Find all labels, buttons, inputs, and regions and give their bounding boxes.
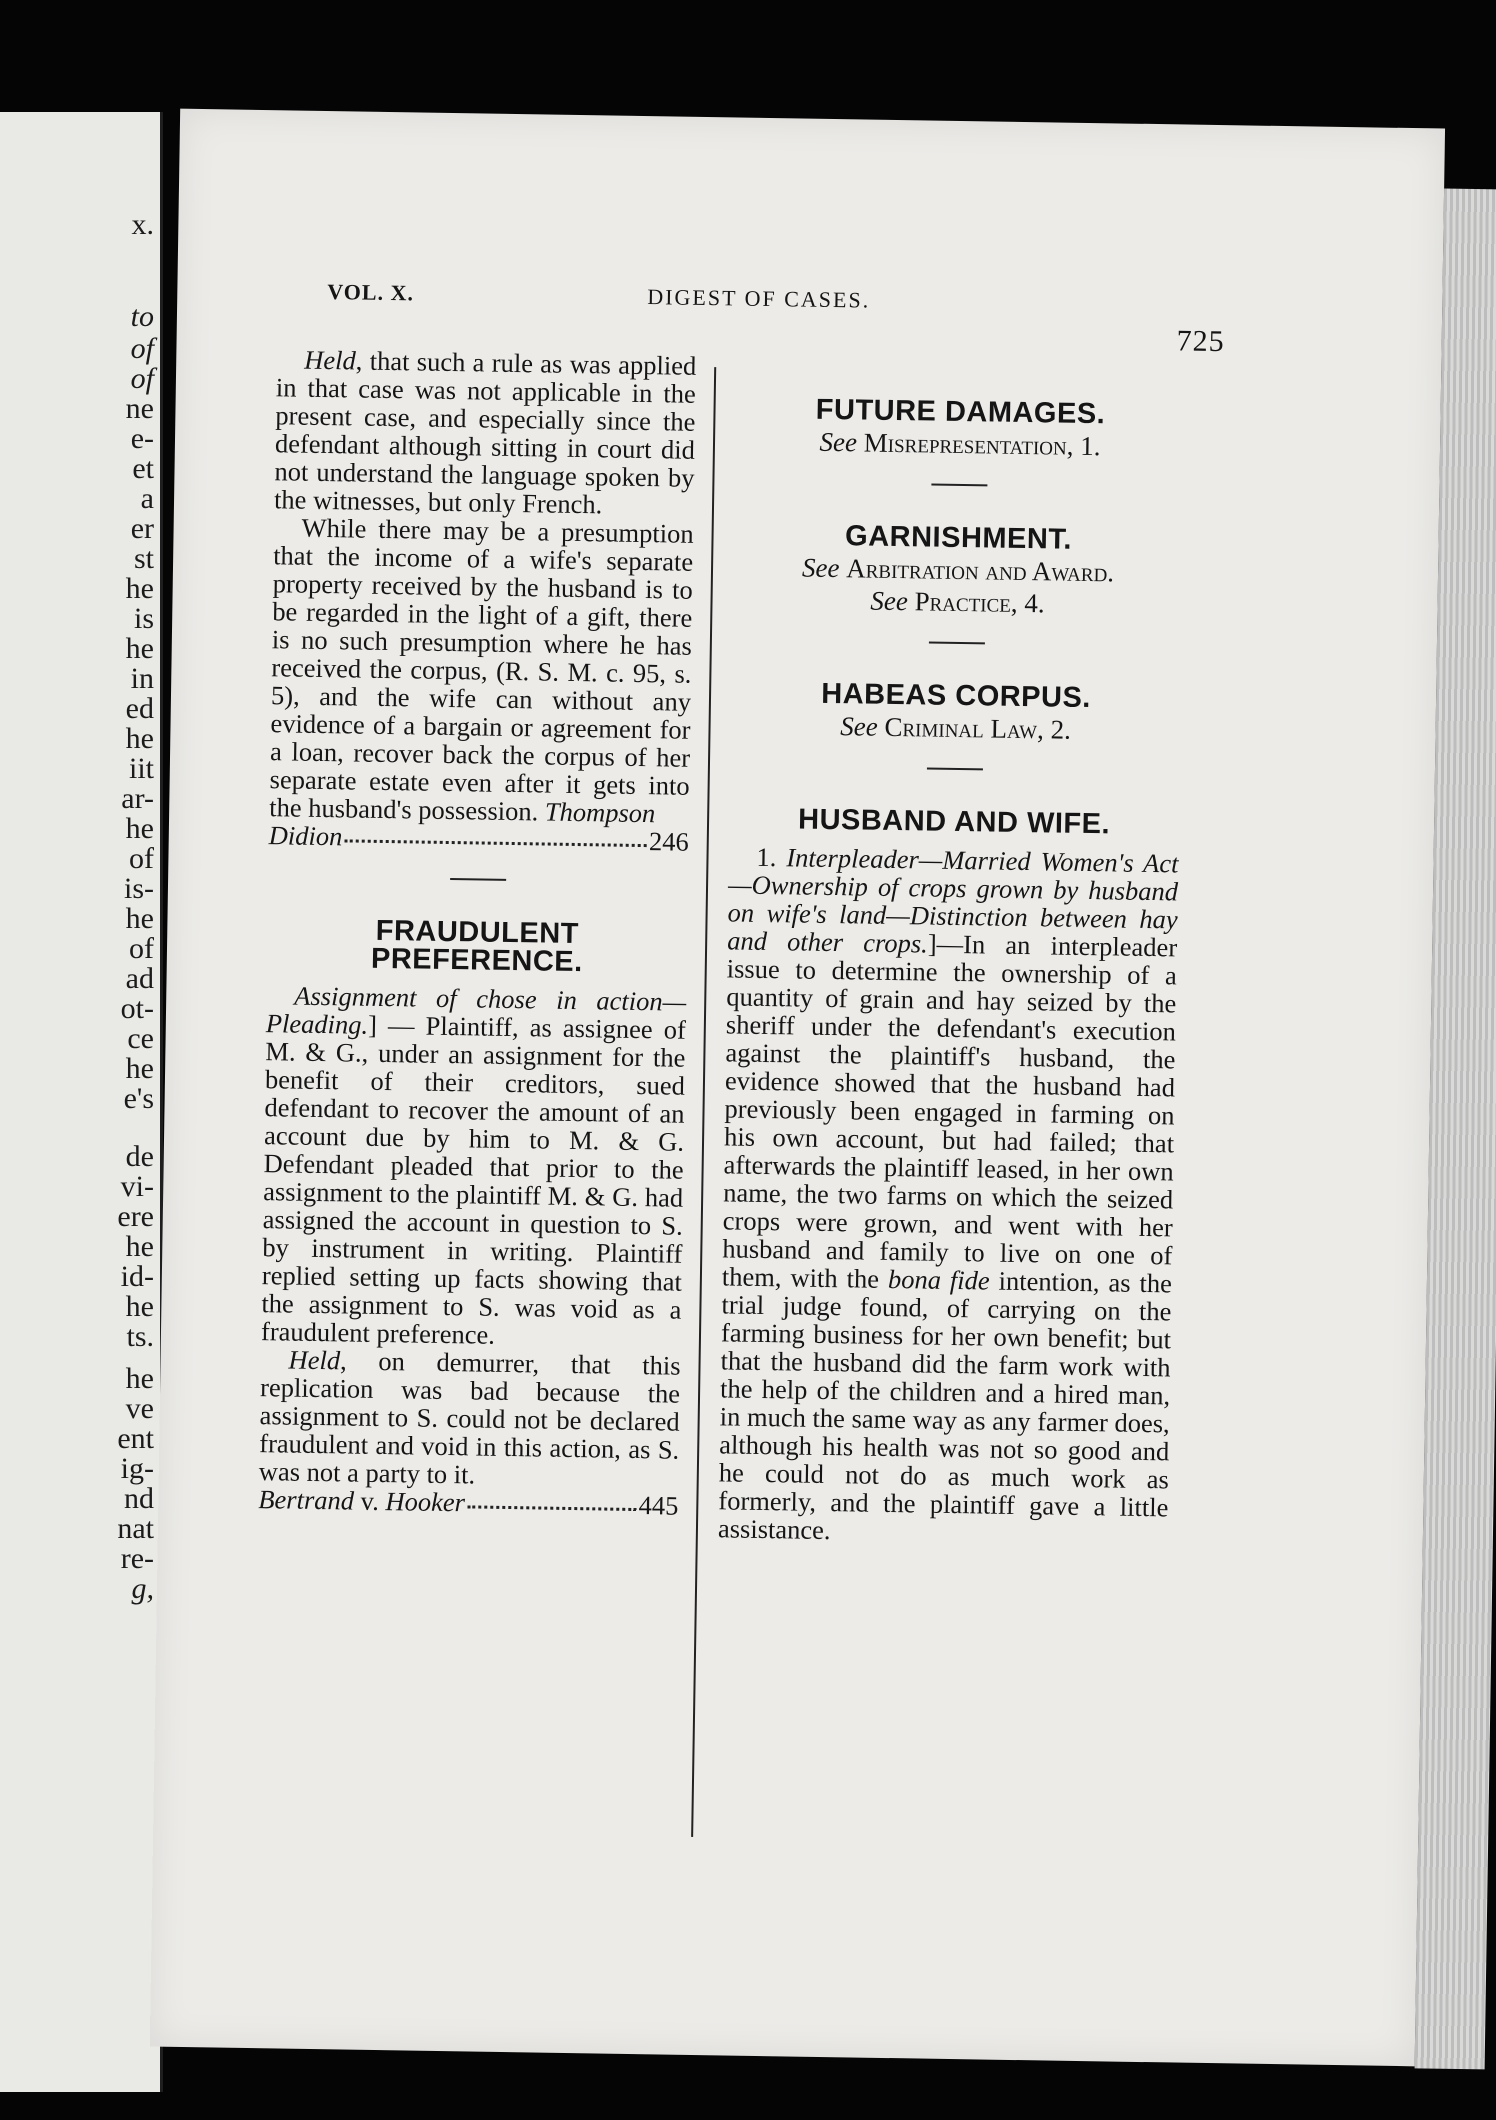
cross-reference bbox=[735, 426, 1185, 461]
versus: v. bbox=[353, 1485, 386, 1517]
left-page-fragment: of bbox=[129, 842, 154, 875]
left-page-fragment: ere bbox=[117, 1200, 154, 1233]
leader-dots bbox=[344, 822, 647, 847]
paragraph-text: , on demurrer, that this replication was bad because the assignment to S. could not be declared fraudulent and void in this action, as S. was not a party to it. bbox=[258, 1345, 681, 1490]
left-page-fragment: he bbox=[125, 902, 154, 935]
italic-held: Held bbox=[304, 344, 357, 376]
topic-italic: Interpleader—Married Women's Act—Ownership of crops grown by husband on wife's land—Distinction between hay and other crops. bbox=[726, 842, 1179, 959]
see-label: See bbox=[870, 585, 909, 617]
left-page-fragment: st bbox=[133, 542, 154, 575]
paragraph bbox=[261, 981, 687, 1352]
case-page: 445 bbox=[638, 1490, 679, 1521]
left-page-fragment: he bbox=[125, 1362, 154, 1395]
left-page-fragment: ig- bbox=[120, 1452, 154, 1485]
left-page-fragment: e's bbox=[123, 1082, 154, 1115]
paragraph bbox=[718, 842, 1179, 1549]
paragraph-text: intention, as the trial judge found, of carrying on the farming business for her own benefit; but that the husband did the farm work with the help of the children and a hired man, in much the same way as any farmer does, although his health was not so good and he could not do as much work as formerly, and the plaintiff gave a little assistance. bbox=[717, 1265, 1173, 1546]
see-label: See bbox=[840, 711, 878, 742]
left-page-fragment: of bbox=[130, 332, 154, 365]
left-page-fragment: iit bbox=[128, 752, 154, 785]
left-page-fragment: ot- bbox=[120, 992, 154, 1025]
left-page-fragment: he bbox=[125, 572, 154, 605]
paragraph bbox=[274, 345, 697, 520]
left-page-fragment: is bbox=[133, 602, 154, 635]
left-page-fragment: he bbox=[125, 1290, 154, 1323]
left-page-fragment: he bbox=[125, 1052, 154, 1085]
left-page-fragment: ne bbox=[125, 392, 154, 425]
column-rule bbox=[691, 367, 716, 1837]
case-name: Didion bbox=[268, 820, 343, 852]
paragraph-text: , that such a rule as was applied in that case was not applicable in the present case, and especially since the defendant although sitting in court did not understand the language spoken by the witnesses, but only French. bbox=[273, 345, 697, 520]
previous-page-edge bbox=[0, 112, 163, 2092]
left-page-fragment: ar- bbox=[121, 782, 154, 815]
case-name: Bertrand bbox=[258, 1484, 355, 1516]
left-page-fragment: id- bbox=[120, 1260, 154, 1293]
left-page-fragment: ce bbox=[127, 1022, 154, 1055]
section-divider bbox=[927, 767, 983, 770]
see-label: See bbox=[819, 426, 858, 458]
left-page-fragment: vi- bbox=[120, 1170, 154, 1203]
left-page-fragment: ts. bbox=[126, 1320, 154, 1353]
reference-target: Practice, 4. bbox=[914, 586, 1045, 619]
section-divider bbox=[931, 484, 987, 487]
running-title: DIGEST OF CASES. bbox=[647, 284, 871, 313]
left-page-fragment: nd bbox=[124, 1482, 154, 1515]
heading-husband-and-wife: HUSBAND AND WIFE. bbox=[797, 803, 1111, 841]
reference-target: Arbitration and Award. bbox=[846, 553, 1115, 588]
citation-line bbox=[269, 821, 689, 856]
paragraph-text: ]—In an interpleader issue to determine the ownership of a quantity of grain and hay seized by the sheriff under the defendant's execution against the plaintiff's husband, the evidence showed that the husband had previously been engaged in farming on his own account, but had failed; that afterwards the plaintiff leased, in her own name, the two farms on which the seized crops were grown, and went with her husband and family to live on one of them, with the bbox=[721, 928, 1178, 1294]
left-page-fragment: a bbox=[140, 482, 154, 515]
left-page-fragment: x. bbox=[131, 208, 154, 241]
cross-reference bbox=[730, 710, 1180, 745]
left-page-fragment: ent bbox=[117, 1422, 154, 1455]
left-page-fragment: of bbox=[129, 932, 154, 965]
volume-label: VOL. X. bbox=[327, 279, 415, 306]
left-page-fragment: of bbox=[130, 362, 154, 395]
cross-reference bbox=[732, 584, 1182, 619]
section-divider bbox=[929, 642, 985, 645]
paragraph-text: While there may be a presumption that the income of a wife's separate property received by the husband is to be regarded in the light of a gift, there is no such presumption where he has received the corpus, (R. S. M. c. 95, s. 5), and the wife can without any evidence of a bargain or agreement for a loan, recover back the corpus of her separate estate even after it gets into the husband's possession. bbox=[269, 512, 694, 827]
see-label: See bbox=[801, 552, 840, 584]
left-page-fragment: ad bbox=[125, 962, 154, 995]
left-page-fragment: he bbox=[125, 722, 154, 755]
page-number: 725 bbox=[1176, 324, 1225, 359]
italic-held: Held bbox=[288, 1344, 341, 1376]
left-page-fragment: he bbox=[125, 632, 154, 665]
paragraph bbox=[269, 513, 694, 828]
topic-italic: Assignment of chose in action—Pleading. bbox=[265, 980, 687, 1040]
left-page-fragment: is- bbox=[124, 872, 154, 905]
reference-target: Criminal Law, 2. bbox=[884, 711, 1072, 745]
left-page-fragment: in bbox=[130, 662, 154, 695]
right-column bbox=[718, 352, 1187, 1549]
left-page-fragment: to bbox=[130, 300, 154, 333]
left-page-fragment: nat bbox=[117, 1512, 154, 1545]
citation-line bbox=[258, 1485, 678, 1520]
case-name: Thompson bbox=[544, 796, 656, 829]
cross-reference bbox=[733, 552, 1183, 587]
left-page-fragment: e- bbox=[130, 422, 154, 455]
left-page-fragment: he bbox=[125, 1230, 154, 1263]
section-divider bbox=[450, 878, 506, 881]
heading-future-damages: FUTURE DAMAGES. bbox=[815, 393, 1106, 431]
italic-phrase: bona fide bbox=[887, 1263, 990, 1296]
left-page-fragment: ve bbox=[125, 1392, 154, 1425]
heading-habeas-corpus: HABEAS CORPUS. bbox=[821, 677, 1092, 715]
case-page: 246 bbox=[648, 826, 689, 857]
heading-garnishment: GARNISHMENT. bbox=[844, 520, 1073, 556]
case-name: Hooker bbox=[385, 1486, 466, 1518]
page-edges bbox=[1415, 189, 1496, 2070]
left-page-fragment: he bbox=[125, 812, 154, 845]
left-page-fragment: er bbox=[130, 512, 154, 545]
paragraph bbox=[259, 1345, 681, 1492]
reference-target: Misrepresentation, 1. bbox=[863, 427, 1101, 462]
heading-fraudulent-preference: FRAUDULENT PREFERENCE. bbox=[370, 914, 583, 979]
item-number: 1. bbox=[756, 841, 787, 873]
left-page-fragment: g, bbox=[131, 1572, 154, 1605]
left-column bbox=[258, 345, 696, 1519]
paragraph-text: ] — Plaintiff, as assignee of M. & G., under an assignment for the benefit of their creditors, sued defendant to recover the amount of an account due by him to M. & G. Defendant pleaded that prior to the assignment to the plaintiff M. & G. had assigned the account in question to S. by instrument in writing. Plaintiff replied setting up facts showing that the assignment to S. was void as a fraudulent preference. bbox=[260, 1009, 687, 1350]
left-page-fragment: de bbox=[125, 1140, 154, 1173]
book-page bbox=[150, 109, 1445, 2067]
left-page-fragment: et bbox=[132, 452, 154, 485]
leader-dots bbox=[467, 1488, 637, 1511]
left-page-fragment: ed bbox=[125, 692, 154, 725]
left-page-fragment: re- bbox=[120, 1542, 154, 1575]
